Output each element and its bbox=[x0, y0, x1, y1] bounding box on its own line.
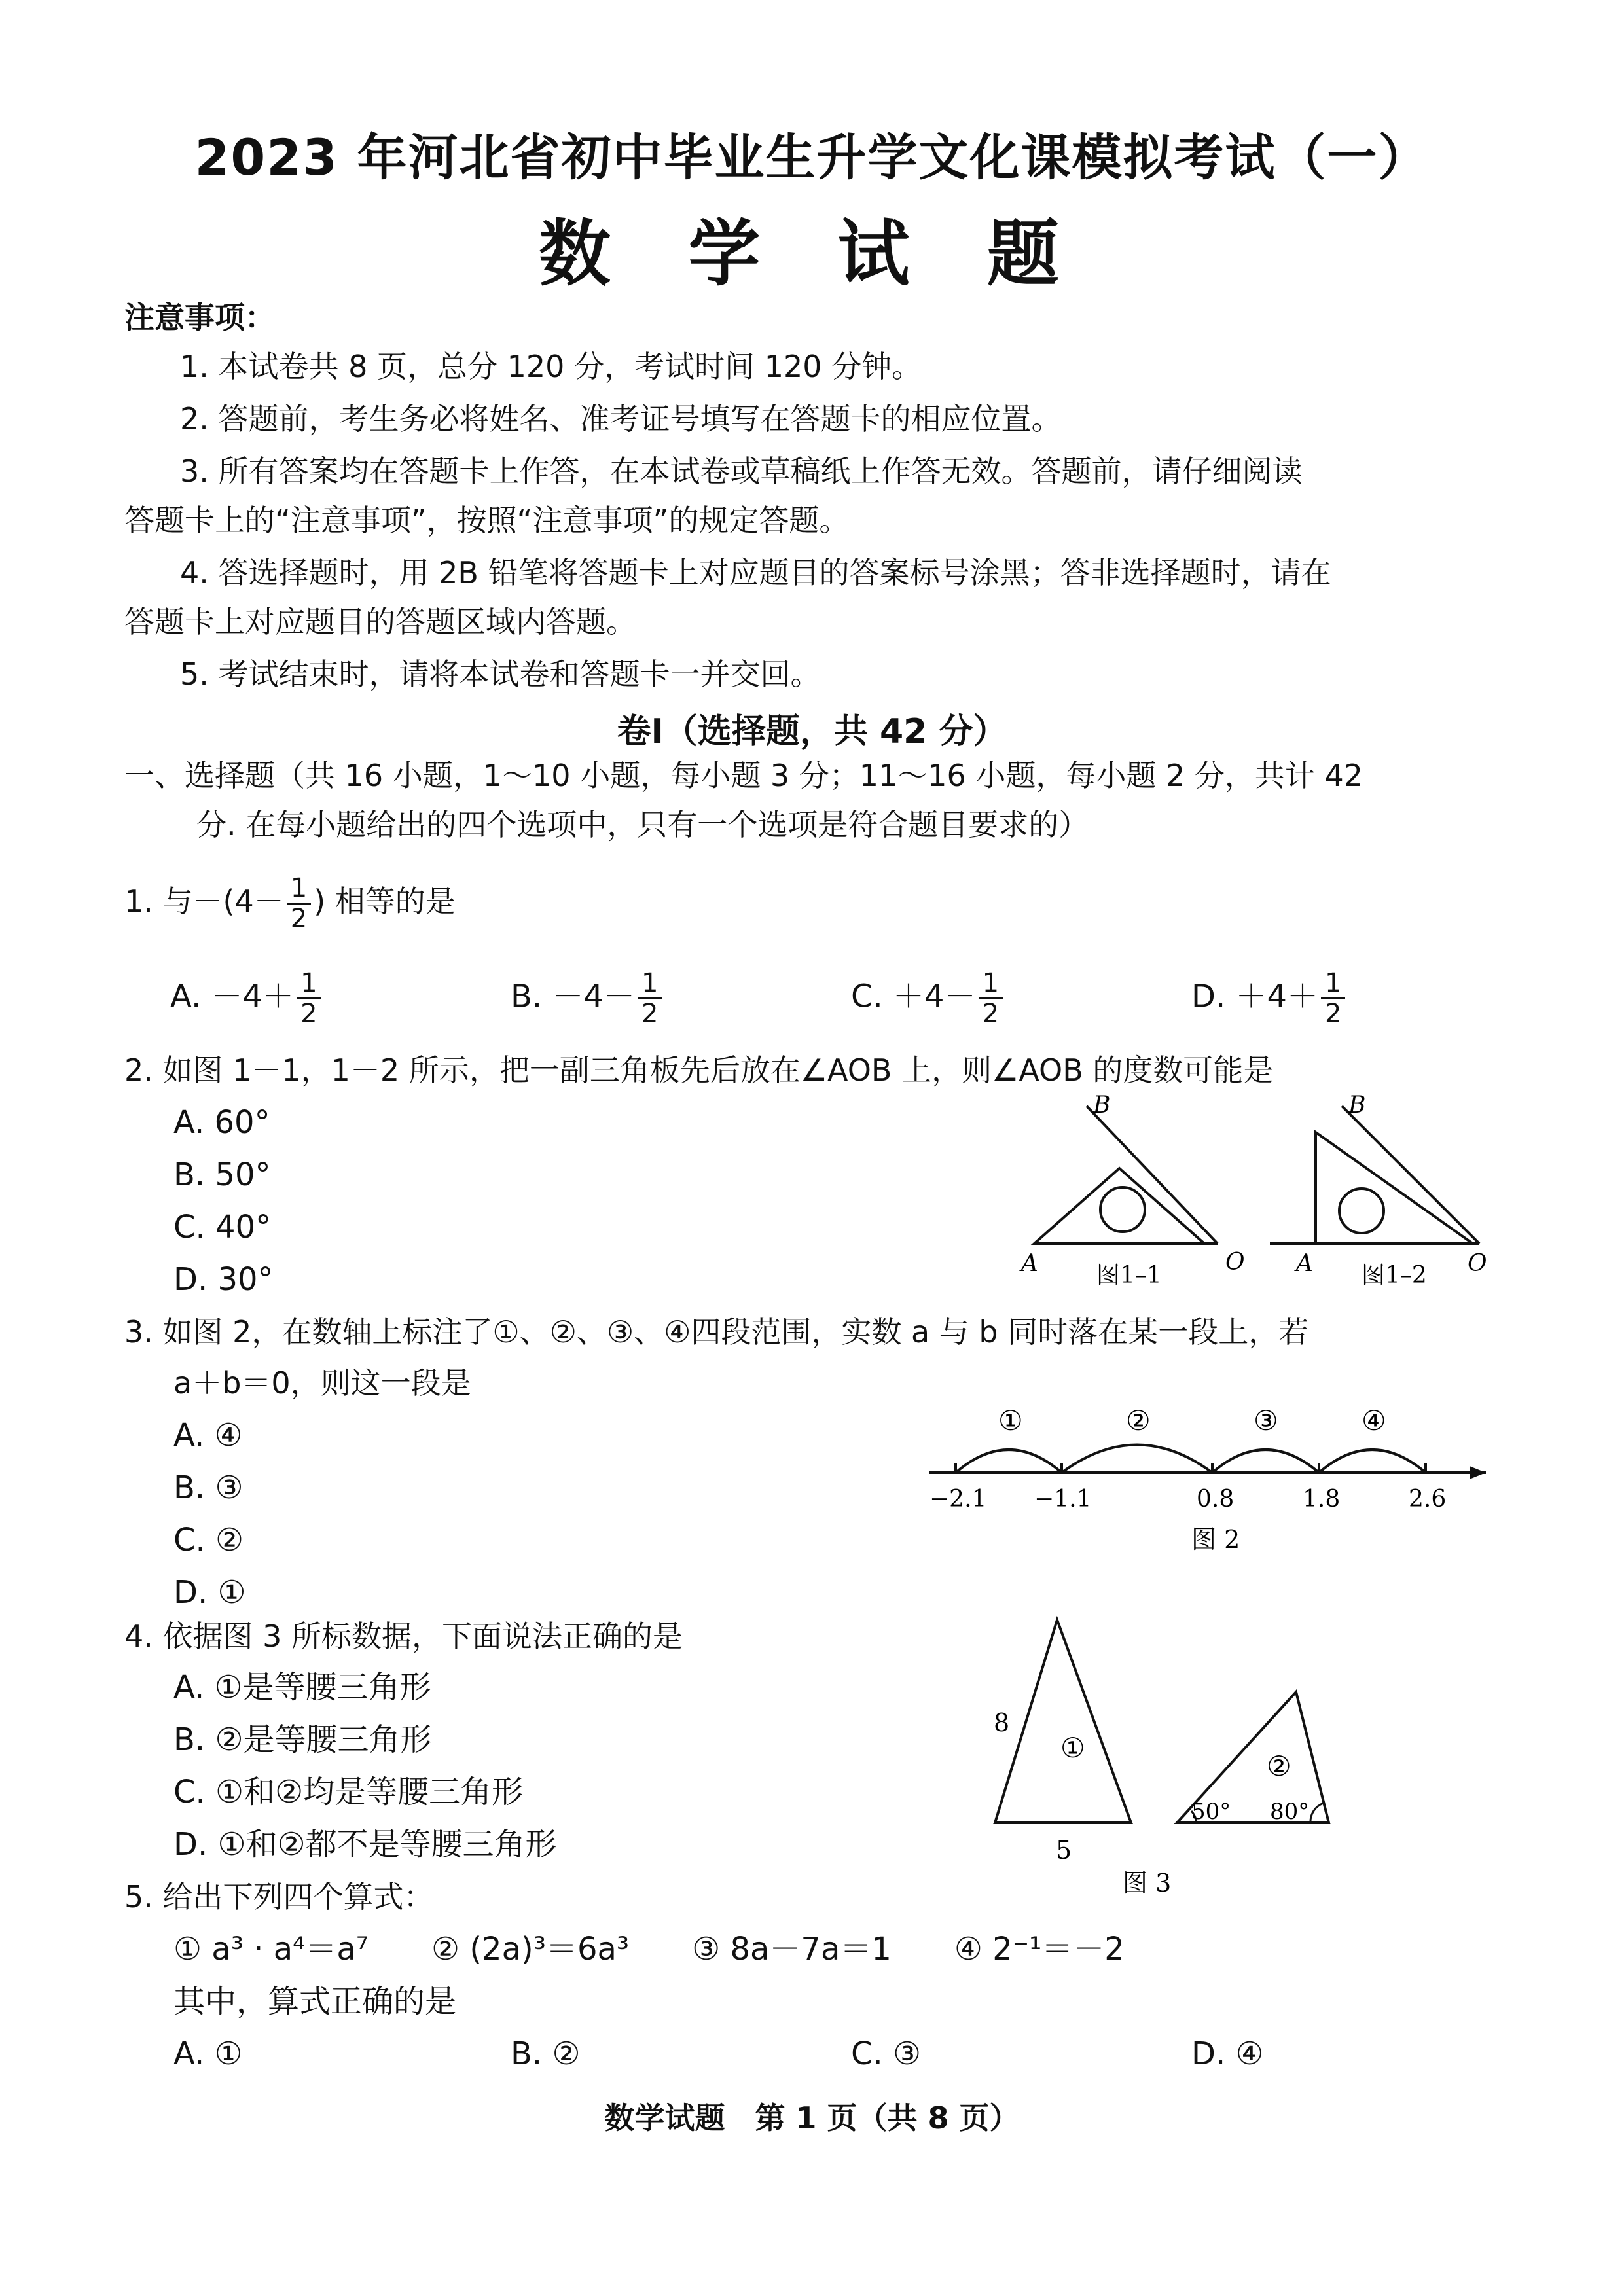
triangle-1-side: 8 bbox=[994, 1708, 1010, 1737]
q4-option-c: C. ①和②均是等腰三角形 bbox=[173, 1774, 524, 1810]
q1-option-b bbox=[511, 969, 664, 1028]
q5-option-b: B. ② bbox=[511, 2036, 581, 2072]
triangle-2-angle-left: 50° bbox=[1191, 1799, 1231, 1825]
question-2-stem: 2. 如图 1－1，1－2 所示，把一副三角板先后放在∠AOB 上，则∠AOB 的度数可能是 bbox=[124, 1052, 1274, 1088]
triangle-1-label: ① bbox=[1060, 1732, 1085, 1764]
q5-option-a: A. ① bbox=[173, 2036, 243, 2072]
q1-option-d bbox=[1191, 969, 1348, 1028]
q1-b-den: 2 bbox=[641, 999, 659, 1029]
q1-option-a bbox=[170, 969, 324, 1028]
q1-stem-fraction bbox=[287, 874, 311, 933]
note-3b: 答题卡上的“注意事项”，按照“注意事项”的规定答题。 bbox=[124, 503, 850, 538]
label-b-1: B bbox=[1093, 1092, 1111, 1119]
tick-label-3: 0.8 bbox=[1197, 1486, 1235, 1513]
tick-label-5: 2.6 bbox=[1409, 1486, 1447, 1513]
question-3-stem-a: 3. 如图 2，在数轴上标注了①、②、③、④四段范围，实数 a 与 b 同时落在某一段上，若 bbox=[124, 1314, 1309, 1350]
note-4a: 4. 答选择题时，用 2B 铅笔将答题卡上对应题目的答案标号涂黑；答非选择题时，请在 bbox=[180, 555, 1331, 590]
q2-option-d: D. 30° bbox=[173, 1261, 274, 1298]
q1-option-a-text: A. －4＋ bbox=[170, 978, 295, 1015]
note-3a: 3. 所有答案均在答题卡上作答，在本试卷或草稿纸上作答无效。答题前，请仔细阅读 bbox=[180, 454, 1303, 489]
figure-1 bbox=[995, 1086, 1492, 1302]
subject-title: 数 学 试 题 bbox=[539, 212, 1085, 296]
note-2: 2. 答题前，考生务必将姓名、准考证号填写在答题卡的相应位置。 bbox=[180, 401, 1062, 437]
section-instructions-a: 一、选择题（共 16 小题，1～10 小题，每小题 3 分；11～16 小题，每小题 2 分，共计 42 bbox=[124, 758, 1363, 793]
figure-2-caption: 图 2 bbox=[1191, 1525, 1240, 1554]
page-footer: 数学试题 第 1 页（共 8 页） bbox=[604, 2100, 1020, 2136]
q4-option-d: D. ①和②都不是等腰三角形 bbox=[173, 1826, 557, 1863]
segment-arc-1 bbox=[956, 1450, 1062, 1473]
ruler-hole-1 bbox=[1100, 1187, 1145, 1232]
q3-option-c: C. ② bbox=[173, 1522, 244, 1558]
label-a-2: A bbox=[1296, 1250, 1313, 1277]
tick-label-1: −2.1 bbox=[929, 1486, 987, 1513]
figure-3-caption: 图 3 bbox=[1123, 1869, 1172, 1897]
segment-label-4: ④ bbox=[1362, 1405, 1386, 1437]
segment-arc-2 bbox=[1062, 1445, 1212, 1473]
label-o-1: O bbox=[1225, 1249, 1245, 1276]
fig1-1-caption: 图1–1 bbox=[1096, 1262, 1162, 1289]
q3-option-d: D. ① bbox=[173, 1574, 246, 1611]
q1-option-b-text: B. －4－ bbox=[511, 978, 635, 1015]
q1-option-d-text: D. ＋4＋ bbox=[1191, 978, 1319, 1015]
label-o-2: O bbox=[1468, 1250, 1487, 1277]
q2-option-c: C. 40° bbox=[173, 1209, 272, 1246]
q1-d-num: 1 bbox=[1321, 969, 1345, 999]
q1-option-b-frac bbox=[638, 969, 662, 1028]
q1-option-d-frac bbox=[1321, 969, 1345, 1028]
q1-frac-num: 1 bbox=[287, 874, 311, 905]
triangle-ruler-2 bbox=[1316, 1132, 1473, 1244]
q1-stem-post: ) 相等的是 bbox=[314, 884, 456, 919]
question-5-stem: 5. 给出下列四个算式： bbox=[124, 1879, 434, 1914]
q3-option-a: A. ④ bbox=[173, 1417, 243, 1454]
axis-arrow bbox=[1470, 1466, 1486, 1479]
triangle-2-label: ② bbox=[1267, 1750, 1291, 1782]
segment-label-2: ② bbox=[1126, 1405, 1151, 1437]
question-1-stem bbox=[124, 874, 456, 933]
label-b-2: B bbox=[1348, 1092, 1366, 1119]
section-instructions-b: 分. 在每小题给出的四个选项中，只有一个选项是符合题目要求的） bbox=[196, 807, 1089, 842]
triangle-1-base: 5 bbox=[1056, 1836, 1072, 1865]
q1-b-num: 1 bbox=[638, 969, 662, 999]
q1-option-c-frac bbox=[979, 969, 1003, 1028]
exam-title: 2023 年河北省初中毕业生升学文化课模拟考试（一） bbox=[194, 128, 1430, 187]
note-5: 5. 考试结束时，请将本试卷和答题卡一并交回。 bbox=[180, 656, 821, 692]
q2-option-b: B. 50° bbox=[173, 1157, 271, 1193]
ray-ob-2 bbox=[1342, 1106, 1479, 1244]
segment-label-1: ① bbox=[998, 1405, 1023, 1437]
figure-1-1 bbox=[1019, 1092, 1245, 1289]
figure-3-triangles bbox=[969, 1607, 1427, 1901]
q5-option-d: D. ④ bbox=[1191, 2036, 1264, 2072]
q5-sub-stem: 其中，算式正确的是 bbox=[173, 1983, 457, 2020]
q5-formulas: ① a³ · a⁴＝a⁷ ② (2a)³＝6a³ ③ 8a－7a＝1 ④ 2⁻¹＝－2 bbox=[173, 1931, 1125, 1967]
q2-option-a: A. 60° bbox=[173, 1104, 270, 1141]
tick-label-2: −1.1 bbox=[1034, 1486, 1092, 1513]
q1-c-den: 2 bbox=[982, 999, 1000, 1029]
q1-a-den: 2 bbox=[300, 999, 317, 1029]
q1-stem-pre: 1. 与－(4－ bbox=[124, 884, 284, 919]
q4-option-b: B. ②是等腰三角形 bbox=[173, 1721, 432, 1758]
segment-arc-3 bbox=[1212, 1450, 1319, 1473]
notes-label: 注意事项： bbox=[124, 300, 275, 335]
q3-option-b: B. ③ bbox=[173, 1469, 244, 1506]
q1-option-a-frac bbox=[297, 969, 321, 1028]
note-4b: 答题卡上对应题目的答题区域内答题。 bbox=[124, 604, 636, 639]
q1-option-c bbox=[851, 969, 1005, 1028]
figure-1-2 bbox=[1270, 1092, 1487, 1289]
tick-label-4: 1.8 bbox=[1303, 1486, 1341, 1513]
fig1-2-caption: 图1–2 bbox=[1362, 1262, 1427, 1289]
note-1: 1. 本试卷共 8 页，总分 120 分，考试时间 120 分钟。 bbox=[180, 349, 922, 384]
segment-arc-4 bbox=[1319, 1450, 1426, 1473]
q1-c-num: 1 bbox=[979, 969, 1003, 999]
segment-label-3: ③ bbox=[1254, 1405, 1278, 1437]
ruler-hole-2 bbox=[1339, 1189, 1384, 1233]
q1-a-num: 1 bbox=[297, 969, 321, 999]
figure-2-number-line bbox=[916, 1401, 1506, 1577]
label-a-1: A bbox=[1021, 1250, 1038, 1277]
triangle-1 bbox=[995, 1620, 1131, 1823]
triangle-2-angle-right: 80° bbox=[1270, 1799, 1310, 1825]
q4-option-a: A. ①是等腰三角形 bbox=[173, 1669, 431, 1706]
q1-frac-den: 2 bbox=[290, 904, 308, 934]
question-4-stem: 4. 依据图 3 所标数据，下面说法正确的是 bbox=[124, 1619, 683, 1654]
q1-d-den: 2 bbox=[1325, 999, 1342, 1029]
q1-option-c-text: C. ＋4－ bbox=[851, 978, 976, 1015]
section-title: 卷Ⅰ（选择题，共 42 分） bbox=[617, 712, 1007, 751]
angle-arc-right bbox=[1310, 1803, 1324, 1823]
question-3-stem-b: a＋b＝0，则这一段是 bbox=[173, 1365, 471, 1401]
q5-option-c: C. ③ bbox=[851, 2036, 922, 2072]
